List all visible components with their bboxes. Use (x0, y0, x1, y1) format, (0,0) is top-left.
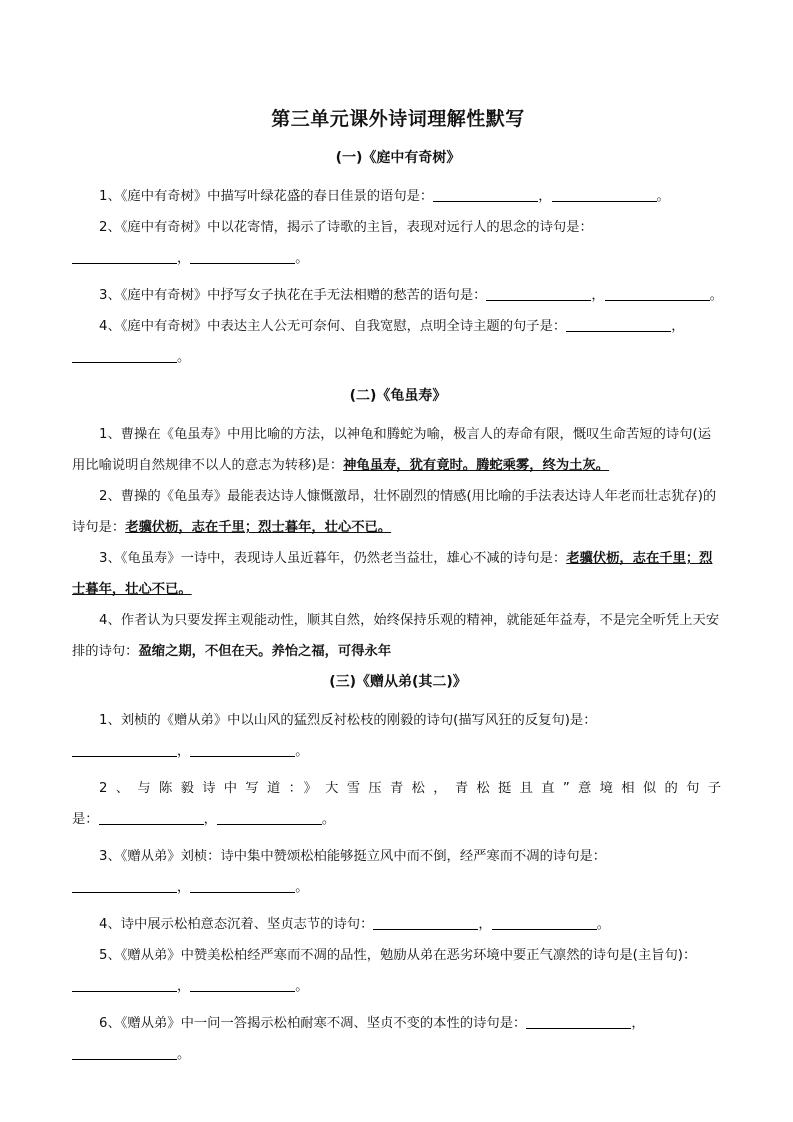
answer-blank[interactable] (433, 187, 538, 202)
punct: 。 (295, 880, 309, 895)
answer-blank[interactable] (190, 742, 295, 757)
question-1-2 (72, 212, 724, 243)
punct: 。 (295, 979, 309, 994)
answer-blank[interactable] (605, 286, 710, 301)
answer-line (72, 1039, 724, 1070)
question-text: 1、曹操在《龟虽寿》中用比喻的方法，以神龟和腾蛇为喻，极言人的寿命有限，慨叹生命苦短的诗句(运用比喻说明自然规律不以人的意志为转移)是： (72, 427, 712, 473)
section-heading-2: (二)《龟虽寿》 (349, 388, 447, 404)
page-title: 第三单元课外诗词理解性默写 (271, 108, 525, 130)
answer-text: 神龟虽寿，犹有竟时。腾蛇乘雾，终为土灰。 (343, 458, 610, 473)
question-text: 3、《庭中有奇树》中抒写女子执花在手无法相赠的愁苦的语句是： (99, 288, 487, 303)
worksheet-page (72, 98, 724, 1076)
answer-blank[interactable] (492, 915, 597, 930)
answer-line (72, 243, 724, 274)
question-text: 2、曹操的《龟虽寿》最能表达诗人慷慨激昂，壮怀剧烈的情感(用比喻的手法表达诗人年老而壮志犹存)的诗句是： (72, 489, 717, 535)
section-heading-3: (三)《赠从弟(其二)》 (329, 674, 467, 690)
question-3-1 (72, 705, 724, 736)
answer-text: 老骥伏枥，志在千里；烈士暮年，壮心不已。 (72, 551, 713, 597)
punct: 。 (295, 744, 309, 759)
punct: 。 (709, 288, 724, 303)
question-2-1 (72, 419, 724, 481)
punct: ， (591, 288, 605, 303)
punct: ， (478, 917, 492, 932)
punct: 。 (656, 189, 670, 204)
question-text: 1、《庭中有奇树》中描写叶绿花盛的春日佳景的语句是： (99, 189, 434, 204)
question-3-2 (72, 773, 724, 804)
question-text: 4、作者认为只要发挥主观能动性，顺其自然，始终保持乐观的精神，就能延年益寿，不是完全听凭上天安排的诗句： (72, 613, 720, 659)
question-text: 2、与陈毅诗中写道：》大雪压青松，青松挺且直”意境相似的句子 (99, 781, 724, 796)
answer-blank[interactable] (72, 348, 177, 363)
question-text: 4、《庭中有奇树》中表达主人公无可奈何、自我宽慰，点明全诗主题的句子是： (99, 319, 567, 334)
question-3-4 (72, 909, 724, 940)
punct: ， (203, 812, 217, 827)
punct: ， (671, 319, 685, 334)
answer-blank[interactable] (99, 810, 204, 825)
question-2-3 (72, 543, 724, 605)
answer-blank[interactable] (373, 915, 478, 930)
question-2-2 (72, 481, 724, 543)
punct: 。 (177, 1047, 191, 1062)
answer-line (72, 971, 724, 1002)
answer-blank[interactable] (72, 249, 177, 264)
punct: ， (177, 979, 191, 994)
answer-blank[interactable] (217, 810, 322, 825)
question-text: 3、《龟虽寿》一诗中，表现诗人虽近暮年，仍然老当益壮，雄心不减的诗句是： (99, 551, 567, 566)
question-text: 4、诗中展示松柏意态沉着、坚贞志节的诗句： (99, 917, 374, 932)
question-text-cont: 是： (72, 812, 99, 827)
punct: 。 (295, 251, 309, 266)
question-3-3 (72, 841, 724, 872)
answer-blank[interactable] (190, 878, 295, 893)
punct: ， (538, 189, 552, 204)
answer-line (72, 804, 724, 835)
answer-blank[interactable] (72, 1045, 177, 1060)
punct: 。 (177, 350, 191, 365)
answer-blank[interactable] (72, 742, 177, 757)
section-heading-1: (一)《庭中有奇树》 (335, 150, 461, 166)
answer-blank[interactable] (72, 878, 177, 893)
question-text: 1、刘桢的《赠从弟》中以山风的猛烈反衬松枝的刚毅的诗句(描写风狂的反复句)是： (99, 713, 597, 728)
answer-text: 盈缩之期，不但在天。养怡之福，可得永年 (138, 644, 392, 659)
punct: 。 (596, 917, 610, 932)
question-1-3 (72, 280, 724, 311)
answer-line (72, 872, 724, 903)
question-text: 3、《赠从弟》刘桢：诗中集中赞颂松柏能够挺立风中而不倒，经严寒而不凋的诗句是： (99, 849, 607, 864)
answer-line (72, 736, 724, 767)
punct: ， (631, 1016, 645, 1031)
question-text: 5、《赠从弟》中赞美松柏经严寒而不凋的品性，勉励从弟在恶劣环境中要正气凛然的诗句是(主旨句)： (99, 948, 697, 963)
question-text: 6、《赠从弟》中一问一答揭示松柏耐寒不凋、坚贞不变的本性的诗句是： (99, 1016, 527, 1031)
punct: ， (177, 744, 191, 759)
question-2-4 (72, 605, 724, 667)
answer-line (72, 342, 724, 373)
punct: 。 (321, 812, 336, 827)
answer-blank[interactable] (72, 977, 177, 992)
punct: ， (177, 880, 191, 895)
question-1-1 (72, 181, 724, 212)
question-1-4 (72, 311, 724, 342)
punct: ， (177, 251, 191, 266)
question-3-6 (72, 1008, 724, 1039)
question-text: 2、《庭中有奇树》中以花寄情，揭示了诗歌的主旨，表现对远行人的思念的诗句是： (99, 220, 593, 235)
answer-blank[interactable] (552, 187, 657, 202)
answer-blank[interactable] (190, 977, 295, 992)
answer-blank[interactable] (526, 1014, 631, 1029)
answer-blank[interactable] (190, 249, 295, 264)
answer-text: 老骥伏枥，志在千里；烈士暮年，壮心不已。 (125, 520, 392, 535)
answer-blank[interactable] (486, 286, 591, 301)
answer-blank[interactable] (566, 317, 671, 332)
question-3-5 (72, 940, 724, 971)
